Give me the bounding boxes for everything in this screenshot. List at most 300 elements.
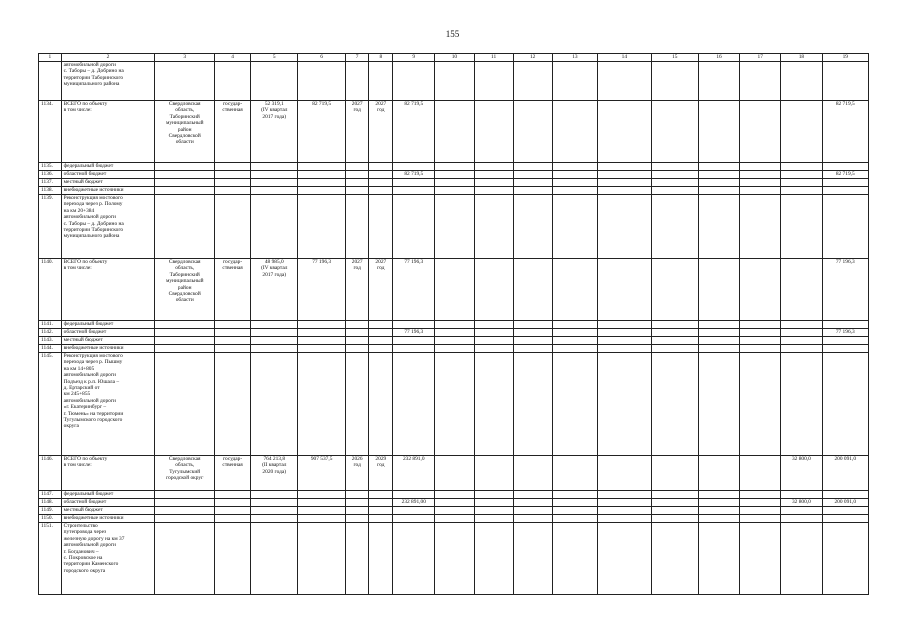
amount-cell: [369, 195, 393, 259]
amount-cell: [598, 259, 652, 321]
amount-cell: [740, 195, 781, 259]
info-cell: [155, 499, 215, 507]
amount-cell: [598, 163, 652, 171]
amount-cell: [435, 329, 474, 337]
amount-cell: [651, 101, 698, 163]
amount-cell: [474, 101, 513, 163]
row-number-cell: 1138.: [39, 187, 62, 195]
info-cell: [215, 507, 251, 515]
amount-cell: 32 800,0: [781, 456, 822, 491]
amount-cell: [298, 507, 345, 515]
amount-cell: [651, 171, 698, 179]
amount-cell: [474, 62, 513, 101]
column-number-header: 19: [822, 54, 868, 62]
table-row: [39, 353, 869, 456]
amount-cell: [513, 101, 552, 163]
amount-cell: 2027 год: [369, 259, 393, 321]
amount-cell: [651, 456, 698, 491]
amount-cell: [513, 187, 552, 195]
amount-cell: [435, 523, 474, 595]
amount-cell: [345, 523, 369, 595]
amount-cell: [552, 337, 597, 345]
amount-cell: [298, 62, 345, 101]
amount-cell: 232 891,0: [393, 456, 435, 491]
amount-cell: [435, 515, 474, 523]
amount-cell: [598, 195, 652, 259]
amount-cell: [369, 321, 393, 329]
amount-cell: 2027 год: [369, 101, 393, 163]
info-cell: государ- ственная: [215, 101, 251, 163]
amount-cell: [513, 329, 552, 337]
amount-cell: [298, 187, 345, 195]
row-number-cell: 1151.: [39, 523, 62, 595]
amount-cell: [781, 329, 822, 337]
amount-cell: [369, 337, 393, 345]
amount-cell: [345, 515, 369, 523]
amount-cell: [345, 195, 369, 259]
info-cell: [215, 337, 251, 345]
description-cell: внебюджетные источники: [61, 515, 155, 523]
amount-cell: [598, 62, 652, 101]
info-cell: [155, 515, 215, 523]
budget-table: [38, 53, 869, 595]
row-number-cell: 1134.: [39, 101, 62, 163]
info-cell: 764 213,8 (II квартал 2020 года): [251, 456, 298, 491]
amount-cell: [740, 329, 781, 337]
column-number-header: 17: [740, 54, 781, 62]
amount-cell: [822, 345, 868, 353]
row-number-cell: 1143.: [39, 337, 62, 345]
row-number-cell: 1141.: [39, 321, 62, 329]
table-row: [39, 101, 869, 163]
amount-cell: [822, 195, 868, 259]
amount-cell: [474, 259, 513, 321]
amount-cell: [474, 345, 513, 353]
table-row: [39, 171, 869, 179]
amount-cell: [513, 491, 552, 499]
amount-cell: 77 196,3: [822, 329, 868, 337]
amount-cell: [435, 179, 474, 187]
description-cell: внебюджетные источники: [61, 187, 155, 195]
amount-cell: [781, 171, 822, 179]
amount-cell: [435, 456, 474, 491]
amount-cell: [393, 163, 435, 171]
amount-cell: [474, 163, 513, 171]
amount-cell: [698, 101, 739, 163]
info-cell: [155, 179, 215, 187]
amount-cell: [698, 507, 739, 515]
amount-cell: [298, 171, 345, 179]
amount-cell: [598, 515, 652, 523]
description-cell: федеральный бюджет: [61, 491, 155, 499]
amount-cell: [598, 329, 652, 337]
amount-cell: [552, 515, 597, 523]
amount-cell: [435, 171, 474, 179]
amount-cell: [474, 337, 513, 345]
page-number: 155: [445, 29, 460, 39]
amount-cell: 77 196,3: [393, 259, 435, 321]
amount-cell: 32 800,0: [781, 499, 822, 507]
info-cell: Свердловская область, Таборинский муниципальный район Свердловской области: [155, 259, 215, 321]
amount-cell: [474, 195, 513, 259]
amount-cell: [781, 523, 822, 595]
amount-cell: [598, 337, 652, 345]
amount-cell: [781, 507, 822, 515]
table-row: [39, 187, 869, 195]
amount-cell: 82 719,5: [822, 171, 868, 179]
info-cell: [215, 163, 251, 171]
amount-cell: [393, 523, 435, 595]
amount-cell: [345, 353, 369, 456]
amount-cell: [698, 321, 739, 329]
amount-cell: [651, 515, 698, 523]
amount-cell: [435, 353, 474, 456]
amount-cell: [345, 337, 369, 345]
amount-cell: [698, 456, 739, 491]
amount-cell: [552, 171, 597, 179]
table-row: [39, 337, 869, 345]
amount-cell: [435, 163, 474, 171]
table-row: [39, 507, 869, 515]
amount-cell: [651, 187, 698, 195]
info-cell: [155, 491, 215, 499]
amount-cell: [651, 499, 698, 507]
row-number-cell: 1144.: [39, 345, 62, 353]
amount-cell: [698, 499, 739, 507]
column-number-header: 6: [298, 54, 345, 62]
amount-cell: [651, 507, 698, 515]
info-cell: государ- ственная: [215, 259, 251, 321]
column-number-header: 3: [155, 54, 215, 62]
table-row: [39, 491, 869, 499]
amount-cell: [435, 507, 474, 515]
amount-cell: 2029 год: [369, 456, 393, 491]
amount-cell: [698, 179, 739, 187]
amount-cell: [474, 507, 513, 515]
amount-cell: [822, 353, 868, 456]
info-cell: [155, 163, 215, 171]
amount-cell: [345, 179, 369, 187]
amount-cell: [598, 507, 652, 515]
amount-cell: [698, 491, 739, 499]
row-number-cell: [39, 62, 62, 101]
description-cell: областной бюджет: [61, 499, 155, 507]
amount-cell: [552, 456, 597, 491]
amount-cell: [369, 515, 393, 523]
info-cell: [251, 499, 298, 507]
amount-cell: [822, 163, 868, 171]
amount-cell: [552, 329, 597, 337]
amount-cell: [552, 195, 597, 259]
amount-cell: 77 196,3: [822, 259, 868, 321]
info-cell: [215, 523, 251, 595]
amount-cell: [651, 345, 698, 353]
column-number-header: 15: [651, 54, 698, 62]
amount-cell: [598, 345, 652, 353]
info-cell: [215, 515, 251, 523]
column-number-header: 11: [474, 54, 513, 62]
info-cell: [251, 171, 298, 179]
info-cell: [251, 179, 298, 187]
amount-cell: [474, 187, 513, 195]
amount-cell: [435, 345, 474, 353]
amount-cell: [698, 171, 739, 179]
amount-cell: [369, 353, 393, 456]
amount-cell: [552, 499, 597, 507]
amount-cell: [740, 187, 781, 195]
info-cell: [215, 491, 251, 499]
amount-cell: [513, 163, 552, 171]
amount-cell: [651, 353, 698, 456]
amount-cell: [698, 337, 739, 345]
info-cell: [155, 345, 215, 353]
amount-cell: [474, 515, 513, 523]
amount-cell: [698, 329, 739, 337]
amount-cell: [474, 499, 513, 507]
amount-cell: [598, 523, 652, 595]
amount-cell: [513, 515, 552, 523]
amount-cell: [393, 515, 435, 523]
amount-cell: [552, 179, 597, 187]
amount-cell: [822, 179, 868, 187]
column-number-row: [39, 54, 869, 62]
info-cell: [251, 163, 298, 171]
info-cell: [155, 62, 215, 101]
amount-cell: [393, 179, 435, 187]
amount-cell: [345, 187, 369, 195]
info-cell: [155, 507, 215, 515]
row-number-cell: 1135.: [39, 163, 62, 171]
amount-cell: [740, 345, 781, 353]
amount-cell: [435, 62, 474, 101]
amount-cell: [435, 337, 474, 345]
amount-cell: [651, 337, 698, 345]
amount-cell: 82 719,5: [393, 171, 435, 179]
amount-cell: [740, 101, 781, 163]
amount-cell: [435, 321, 474, 329]
amount-cell: [393, 491, 435, 499]
info-cell: [215, 62, 251, 101]
amount-cell: [435, 491, 474, 499]
amount-cell: [651, 195, 698, 259]
amount-cell: [298, 523, 345, 595]
description-cell: областной бюджет: [61, 171, 155, 179]
amount-cell: [552, 345, 597, 353]
amount-cell: [345, 321, 369, 329]
amount-cell: [513, 345, 552, 353]
amount-cell: 2027 год: [345, 259, 369, 321]
amount-cell: [513, 507, 552, 515]
column-number-header: 9: [393, 54, 435, 62]
amount-cell: [393, 195, 435, 259]
amount-cell: [393, 507, 435, 515]
amount-cell: [435, 259, 474, 321]
info-cell: [215, 195, 251, 259]
amount-cell: [298, 499, 345, 507]
column-number-header: 14: [598, 54, 652, 62]
amount-cell: [698, 187, 739, 195]
amount-cell: [474, 523, 513, 595]
description-cell: областной бюджет: [61, 329, 155, 337]
amount-cell: [822, 337, 868, 345]
amount-cell: [781, 101, 822, 163]
info-cell: [251, 329, 298, 337]
info-cell: [215, 329, 251, 337]
amount-cell: [781, 187, 822, 195]
column-number-header: 4: [215, 54, 251, 62]
amount-cell: [598, 499, 652, 507]
amount-cell: [513, 523, 552, 595]
amount-cell: [298, 345, 345, 353]
amount-cell: [298, 321, 345, 329]
amount-cell: [393, 187, 435, 195]
description-cell: ВСЕГО по объекту в том числе:: [61, 259, 155, 321]
description-cell: Реконструкция мостового перехода через р. Полому на км 20+384 автомобильной дороги с. Таборы – д. Добрино на территории Таборинского муниципального района: [61, 195, 155, 259]
column-number-header: 2: [61, 54, 155, 62]
amount-cell: [552, 259, 597, 321]
amount-cell: [393, 345, 435, 353]
amount-cell: [298, 195, 345, 259]
amount-cell: [698, 259, 739, 321]
amount-cell: [651, 523, 698, 595]
amount-cell: [474, 456, 513, 491]
amount-cell: [740, 321, 781, 329]
info-cell: Свердловская область, Таборинский муниципальный район Свердловской области: [155, 101, 215, 163]
amount-cell: 2027 год: [345, 101, 369, 163]
column-number-header: 18: [781, 54, 822, 62]
amount-cell: [651, 179, 698, 187]
column-number-header: 8: [369, 54, 393, 62]
info-cell: [251, 62, 298, 101]
amount-cell: [822, 491, 868, 499]
amount-cell: [369, 523, 393, 595]
amount-cell: [345, 491, 369, 499]
info-cell: [251, 187, 298, 195]
amount-cell: 82 719,5: [298, 101, 345, 163]
amount-cell: [298, 515, 345, 523]
row-number-cell: 1142.: [39, 329, 62, 337]
amount-cell: [298, 491, 345, 499]
table-body: [39, 62, 869, 595]
amount-cell: [369, 329, 393, 337]
amount-cell: [298, 179, 345, 187]
amount-cell: [781, 515, 822, 523]
amount-cell: [369, 62, 393, 101]
amount-cell: 82 719,5: [822, 101, 868, 163]
info-cell: [155, 187, 215, 195]
description-cell: Строительство путепровода через железную дорогу на км 37 автомобильной дороги г. Богданович – с. Покровское на территории Каменского городского округа: [61, 523, 155, 595]
amount-cell: [513, 353, 552, 456]
row-number-cell: 1147.: [39, 491, 62, 499]
info-cell: государ- ственная: [215, 456, 251, 491]
info-cell: [251, 491, 298, 499]
amount-cell: [781, 491, 822, 499]
amount-cell: [513, 337, 552, 345]
amount-cell: [435, 187, 474, 195]
amount-cell: 82 719,5: [393, 101, 435, 163]
info-cell: [251, 507, 298, 515]
description-cell: местный бюджет: [61, 337, 155, 345]
amount-cell: [369, 187, 393, 195]
amount-cell: [552, 187, 597, 195]
amount-cell: [552, 62, 597, 101]
description-cell: федеральный бюджет: [61, 321, 155, 329]
amount-cell: [781, 337, 822, 345]
amount-cell: [435, 499, 474, 507]
info-cell: Свердловская область, Тугулымский городской округ: [155, 456, 215, 491]
info-cell: [215, 345, 251, 353]
amount-cell: [598, 171, 652, 179]
description-cell: ВСЕГО по объекту в том числе:: [61, 101, 155, 163]
info-cell: [155, 353, 215, 456]
amount-cell: [435, 101, 474, 163]
amount-cell: [552, 491, 597, 499]
amount-cell: [369, 345, 393, 353]
info-cell: [251, 523, 298, 595]
amount-cell: [698, 515, 739, 523]
amount-cell: [474, 353, 513, 456]
amount-cell: [513, 499, 552, 507]
column-number-header: 12: [513, 54, 552, 62]
amount-cell: [345, 163, 369, 171]
amount-cell: 77 196,3: [393, 329, 435, 337]
amount-cell: [698, 163, 739, 171]
amount-cell: [345, 329, 369, 337]
amount-cell: [552, 321, 597, 329]
row-number-cell: 1145.: [39, 353, 62, 456]
amount-cell: [740, 523, 781, 595]
amount-cell: [740, 62, 781, 101]
amount-cell: [598, 321, 652, 329]
amount-cell: [781, 345, 822, 353]
column-number-header: 1: [39, 54, 62, 62]
amount-cell: [298, 337, 345, 345]
amount-cell: [781, 321, 822, 329]
amount-cell: [369, 499, 393, 507]
amount-cell: [393, 337, 435, 345]
amount-cell: [513, 179, 552, 187]
amount-cell: [651, 259, 698, 321]
amount-cell: [740, 515, 781, 523]
amount-cell: [822, 187, 868, 195]
amount-cell: [393, 321, 435, 329]
amount-cell: [369, 491, 393, 499]
amount-cell: [740, 179, 781, 187]
amount-cell: [474, 329, 513, 337]
amount-cell: [298, 163, 345, 171]
row-number-cell: 1148.: [39, 499, 62, 507]
info-cell: [215, 187, 251, 195]
info-cell: [215, 353, 251, 456]
amount-cell: [435, 195, 474, 259]
table-row: [39, 499, 869, 507]
info-cell: [251, 353, 298, 456]
amount-cell: [598, 353, 652, 456]
amount-cell: 2026 год: [345, 456, 369, 491]
amount-cell: [781, 62, 822, 101]
amount-cell: [740, 456, 781, 491]
amount-cell: 77 196,3: [298, 259, 345, 321]
amount-cell: [345, 171, 369, 179]
info-cell: 52 319,1 (IV квартал 2017 года): [251, 101, 298, 163]
amount-cell: [781, 163, 822, 171]
info-cell: [155, 523, 215, 595]
amount-cell: 907 537,5: [298, 456, 345, 491]
table-row: [39, 523, 869, 595]
info-cell: [155, 337, 215, 345]
row-number-cell: 1140.: [39, 259, 62, 321]
amount-cell: [651, 62, 698, 101]
